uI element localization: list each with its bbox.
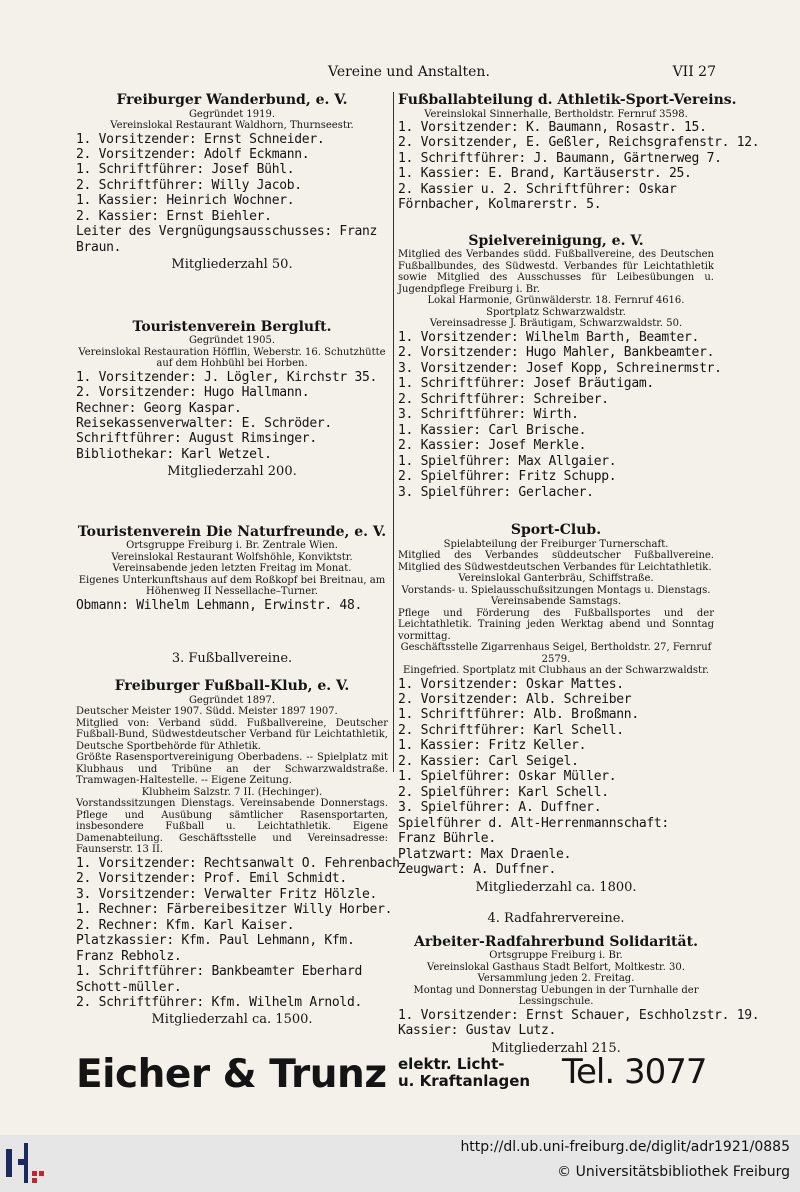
entry-detail: Vereinsadresse J. Bräutigam, Schwarzwaldstr. 50. — [429, 318, 683, 330]
entry-title: Fußballabteilung d. Athletik-Sport-Vereins. — [398, 92, 737, 108]
entry-founded: Gegründet 1897. — [188, 694, 276, 706]
advertisement — [76, 1052, 716, 1098]
entry-detail: Mitglied des Verbandes süddeutscher Fußballvereine. Mitglied des Südwestdeutschen Verbandes für Leichtathletik. — [398, 550, 714, 573]
running-head-title: Vereine und Anstalten. — [328, 64, 490, 80]
entry-venue: Vereinslokal Restauration Höfflin, Weberstr. 16. Schutzhütte auf dem Hohbühl bei Horben. — [78, 346, 386, 370]
entry-title: Freiburger Wanderbund, e. V. — [116, 92, 348, 108]
officer-line: Platzkassier: Kfm. Paul Lehmann, Kfm. Franz Rebholz. — [76, 933, 355, 964]
officer-line: 1. Vorsitzender: J. Lögler, Kirchstr 35. — [76, 369, 378, 385]
entry-detail: Vereinsabende jeden letzten Freitag im Monat. — [112, 563, 352, 575]
running-head — [76, 64, 716, 86]
member-count: Mitgliederzahl ca. 1500. — [151, 1012, 313, 1028]
officer-line: Bibliothekar: Karl Wetzel. — [76, 446, 272, 462]
officer-line: Platzwart: Max Draenle. — [398, 846, 572, 862]
entry-athletik — [398, 92, 760, 213]
officer-line: 3. Vorsitzender: Josef Kopp, Schreinermstr. — [398, 360, 722, 376]
officer-line: 2. Vorsitzender: Alb. Schreiber — [398, 691, 632, 707]
entry-venue: Vereinslokal Sinnerhalle, Bertholdstr. Fernruf 3598. — [424, 108, 688, 120]
officer-line: 1. Vorsitzender: K. Baumann, Rosastr. 15. — [398, 120, 707, 136]
viewer-footer — [0, 1135, 800, 1192]
officer-line: 2. Schriftführer: Karl Schell. — [398, 722, 624, 738]
officer-line: 1. Vorsitzender: Rechtsanwalt O. Fehrenbach. — [76, 855, 408, 871]
university-logo-icon — [6, 1141, 46, 1185]
officer-line: 1. Kassier: E. Brand, Kartäuserstr. 25. — [398, 166, 692, 182]
entry-detail: Sportplatz Schwarzwaldstr. — [486, 306, 626, 318]
advert-description — [398, 1056, 530, 1091]
entry-wanderbund — [76, 92, 388, 273]
entry-detail: Mitglied von: Verband südd. Fußballvereine, Deutscher Fußball-Bund, Südwestdeutscher Verband für Leichtathletik, Deutsche Sportbehörde für Athletik. — [76, 717, 388, 752]
officer-line: 3. Spielführer: Gerlacher. — [398, 484, 594, 500]
officer-line: 2. Kassier u. 2. Schriftführer: Oskar Förnbacher, Kolmarerstr. 5. — [398, 181, 677, 213]
entry-naturfreunde — [76, 524, 388, 613]
officer-line: 2. Vorsitzender: Adolf Eckmann. — [76, 146, 310, 162]
officer-line: 2. Vorsitzender: Prof. Emil Schmidt. — [76, 871, 347, 887]
entry-detail: Montag und Donnerstag Uebungen in der Turnhalle der Lessingschule. — [413, 984, 699, 1008]
officer-line: 1. Schriftführer: Josef Bräutigam. — [398, 376, 654, 392]
officer-line: 2. Kassier: Josef Merkle. — [398, 438, 587, 454]
officer-line: 1. Kassier: Heinrich Wochner. — [76, 193, 295, 209]
advert-telephone: Tel. 3077 — [562, 1052, 707, 1092]
entry-sportclub — [398, 522, 714, 895]
entry-detail: Geschäftsstelle Zigarrenhaus Seigel, Bertholdstr. 27, Fernruf 2579. — [400, 642, 712, 665]
officer-line: 1. Vorsitzender: Ernst Schneider. — [76, 131, 325, 147]
entry-detail: Ortsgruppe Freiburg i. Br. Zentrale Wien. — [126, 540, 338, 552]
officer-line: 2. Vorsitzender: Hugo Hallmann. — [76, 385, 310, 401]
entry-title: Touristenverein Die Naturfreunde, e. V. — [77, 523, 387, 540]
section-heading: 3. Fußballvereine. — [171, 651, 293, 667]
entry-detail: Lokal Harmonie, Grünwälderstr. 18. Fernruf 4616. — [427, 295, 685, 307]
section-heading: 4. Radfahrervereine. — [487, 910, 625, 926]
entry-detail: Pflege und Förderung des Fußballsportes und der Leichtathletik. Training jeden Werktag abend und Sonntag vormittag. — [398, 607, 714, 642]
officer-line: 3. Schriftführer: Wirth. — [398, 407, 579, 423]
officer-line: 3. Vorsitzender: Verwalter Fritz Hölzle. — [76, 886, 378, 902]
officer-line: Obmann: Wilhelm Lehmann, Erwinstr. 48. — [76, 597, 363, 613]
advert-company-name: Eicher & Trunz — [76, 1052, 387, 1097]
officer-line: Reisekassenverwalter: E. Schröder. — [76, 416, 332, 432]
entry-venue: Vereinslokal Restaurant Waldhorn, Thurnseestr. — [110, 120, 354, 132]
member-count: Mitgliederzahl 215. — [491, 1040, 621, 1056]
member-count: Mitgliederzahl ca. 1800. — [475, 879, 637, 895]
entry-detail: Klubheim Salzstr. 7 II. (Hechinger). — [141, 786, 323, 798]
officer-line: 1. Kassier: Fritz Keller. — [398, 738, 587, 754]
entry-detail: Ortsgruppe Freiburg i. Br. — [489, 950, 623, 962]
entry-detail: Spielabteilung der Freiburger Turnerschaft. — [443, 538, 669, 550]
entry-detail: Mitglied des Verbandes südd. Fußballvereine, des Deutschen Fußballbundes, des Südwestd. Verbandes für Leichtathletik sowie Mitglied des Ausschusses für Leibesübungen u. Jugendpflege Freiburg i. Br. — [398, 249, 714, 295]
member-count: Mitgliederzahl 50. — [171, 257, 293, 273]
officer-line: 2. Schriftführer: Schreiber. — [398, 391, 609, 407]
officer-line: 2. Spielführer: Fritz Schupp. — [398, 469, 617, 485]
officer-line: 2. Schriftführer: Willy Jacob. — [76, 177, 302, 193]
officer-line: 1. Schriftführer: Josef Bühl. — [76, 162, 295, 178]
officer-line: 1. Spielführer: Max Allgaier. — [398, 453, 617, 469]
entry-title: Sport-Club. — [510, 522, 602, 538]
officer-line: 2. Spielführer: Karl Schell. — [398, 784, 609, 800]
entry-founded: Gegründet 1919. — [188, 108, 276, 120]
officer-line: Rechner: Georg Kaspar. — [76, 400, 242, 416]
entry-spielvereinigung — [398, 232, 722, 500]
officer-line: 1. Vorsitzender: Wilhelm Barth, Beamter. — [398, 329, 700, 345]
member-count: Mitgliederzahl 200. — [167, 464, 297, 480]
entry-detail: Vereinslokal Restaurant Wolfshöhle, Konviktstr. — [111, 551, 353, 563]
officer-line: Schriftführer: August Rimsinger. — [76, 431, 317, 447]
entry-detail: Deutscher Meister 1907. Südd. Meister 1897 1907. — [76, 706, 338, 718]
officer-line: 1. Schriftführer: Bankbeamter Eberhard Schott-müller. — [76, 964, 363, 995]
source-url-link[interactable]: http://dl.ub.uni-freiburg.de/diglit/adr1921/0885 — [460, 1139, 790, 1155]
officer-line: Zeugwart: A. Duffner. — [398, 862, 557, 878]
officer-line: 1. Schriftführer: Alb. Broßmann. — [398, 707, 639, 723]
entry-bergluft — [76, 319, 388, 480]
officer-line: 1. Vorsitzender: Ernst Schauer, Eschholzstr. 19. — [398, 1007, 760, 1023]
officer-line: 2. Vorsitzender, E. Geßler, Reichsgrafenstr. 12. — [398, 135, 760, 151]
entry-founded: Gegründet 1905. — [188, 335, 276, 347]
entry-solidaritaet — [398, 933, 760, 1056]
advert-line: elektr. Licht- — [398, 1055, 505, 1073]
advert-line: u. Kraftanlagen — [398, 1072, 531, 1091]
right-column — [398, 92, 760, 1056]
officer-line: Leiter des Vergnügungsausschusses: Franz Braun. — [76, 224, 378, 255]
entry-detail: Eingefried. Sportplatz mit Clubhaus an der Schwarzwaldstr. — [403, 665, 709, 677]
entry-title: Touristenverein Bergluft. — [132, 318, 332, 335]
officer-line: 2. Kassier: Ernst Biehler. — [76, 208, 272, 224]
copyright-notice: © Universitätsbibliothek Freiburg — [557, 1164, 790, 1180]
officer-line: Spielführer d. Alt-Herrenmannschaft: Franz Bührle. — [398, 815, 669, 847]
entry-detail: Versammlung jeden 2. Freitag. — [477, 973, 635, 985]
officer-line: 2. Vorsitzender: Hugo Mahler, Bankbeamter. — [398, 345, 715, 361]
officer-line: 1. Vorsitzender: Oskar Mattes. — [398, 676, 624, 692]
entry-title: Arbeiter-Radfahrerbund Solidarität. — [414, 933, 698, 950]
entry-title: Spielvereinigung, e. V. — [468, 232, 644, 249]
entry-detail: Eigenes Unterkunftshaus auf dem Roßkopf bei Breitnau, am Höhenweg II Nessellache–Turner. — [78, 574, 386, 598]
officer-line: 2. Kassier: Carl Seigel. — [398, 753, 579, 769]
officer-line: Kassier: Gustav Lutz. — [398, 1023, 557, 1039]
officer-line: 2. Schriftführer: Kfm. Wilhelm Arnold. — [76, 994, 363, 1010]
entry-detail: Vorstandssitzungen Dienstags. Vereinsabende Donnerstags. Pflege und Ausübung sämtlicher Rasensportarten, insbesondere Fußball u. Leichtathletik. Eigene Damenabteilung. Geschäftsstelle und Vereinsadresse: Faunserstr. 13 II. — [76, 798, 388, 856]
entry-detail: Vorstands- u. Spielausschußsitzungen Montags u. Dienstags. Vereinsabende Samstags. — [401, 584, 711, 608]
page-number: VII 27 — [672, 64, 716, 80]
column-divider — [393, 92, 394, 772]
officer-line: 1. Spielführer: Oskar Müller. — [398, 769, 617, 785]
officer-line: 1. Rechner: Färbereibesitzer Willy Horber. — [76, 902, 393, 918]
officer-line: 2. Rechner: Kfm. Karl Kaiser. — [76, 917, 295, 933]
entry-detail: Vereinslokal Ganterbräu, Schiffstraße. — [458, 573, 654, 585]
officer-line: 1. Schriftführer: J. Baumann, Gärtnerweg 7. — [398, 150, 722, 166]
entry-fussballklub — [76, 678, 408, 1028]
entry-detail: Vereinslokal Gasthaus Stadt Belfort, Moltkestr. 30. — [427, 961, 685, 973]
officer-line: 3. Spielführer: A. Duffner. — [398, 800, 602, 816]
entry-title: Freiburger Fußball-Klub, e. V. — [114, 678, 350, 695]
officer-line: 1. Kassier: Carl Brische. — [398, 422, 587, 438]
left-column — [76, 92, 408, 1028]
entry-detail: Größte Rasensportvereinigung Oberbadens. -- Spielplatz mit Klubhaus und Tribüne an der Schwarzwaldstraße. Tramwagen-Haltestelle. -- Eigene Zeitung. — [76, 752, 388, 787]
